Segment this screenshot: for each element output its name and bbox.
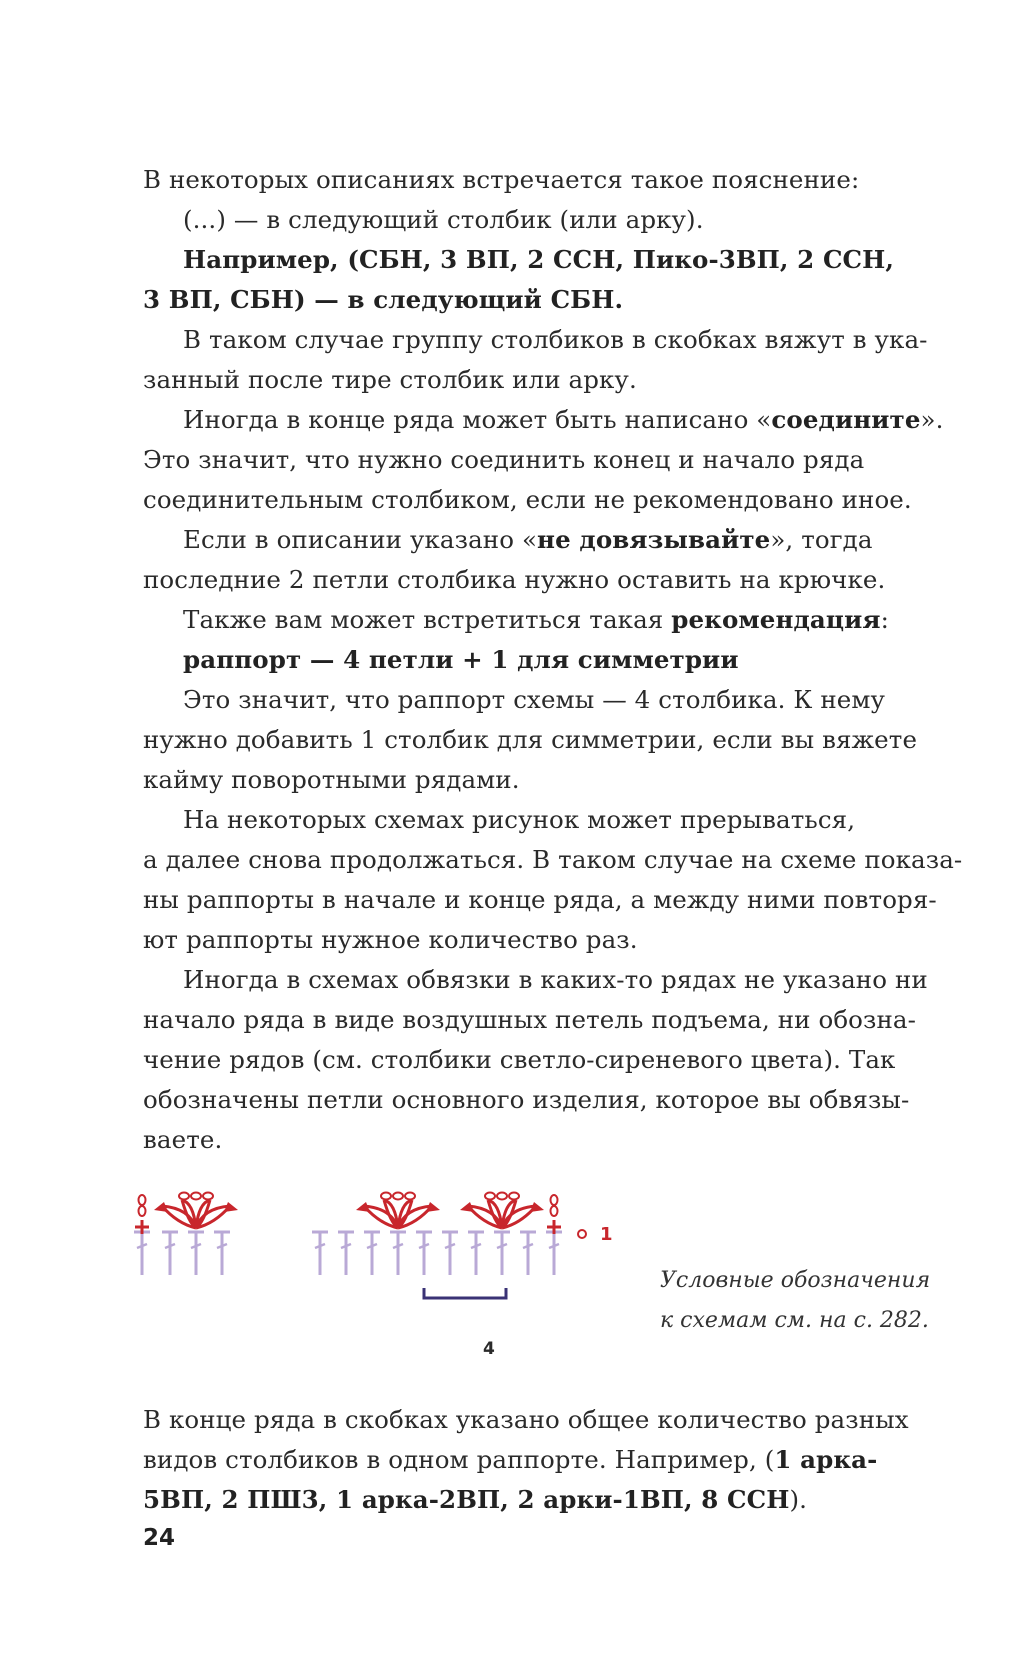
text-run: ваете. — [143, 1125, 223, 1154]
text-line — [143, 165, 859, 195]
text-line — [183, 965, 928, 995]
text-line — [183, 245, 894, 275]
base-stitch — [494, 1232, 510, 1275]
repeat-label: 4 — [483, 1339, 495, 1359]
base-stitch — [546, 1232, 562, 1275]
text-run: Иногда в схемах обвязки в каких-то рядах не указано ни — [183, 965, 928, 994]
text-line — [183, 205, 704, 235]
text-line — [183, 525, 873, 555]
row-number: 1 — [600, 1224, 613, 1245]
text-line — [143, 1405, 909, 1435]
base-stitch — [390, 1232, 406, 1275]
text-line — [183, 645, 739, 675]
text-run: кайму поворотными рядами. — [143, 765, 520, 794]
text-line — [143, 1005, 916, 1035]
text-line — [183, 805, 855, 835]
crochet-scheme — [130, 1180, 630, 1370]
bold-text: рекомендация — [671, 605, 881, 634]
turning-chain — [547, 1195, 561, 1234]
text-line — [183, 605, 889, 635]
shell-motif — [154, 1193, 238, 1229]
text-run: В таком случае группу столбиков в скобках вяжут в ука- — [183, 325, 928, 354]
figure-caption-line-2: к схемам см. на с. 282. — [660, 1308, 929, 1333]
text-line — [143, 1445, 877, 1475]
text-line — [143, 485, 912, 515]
bold-text: 5ВП, 2 ПШ3, 1 арка-2ВП, 2 арки-1ВП, 8 ССН — [143, 1485, 790, 1514]
text-run: последние 2 петли столбика нужно оставить на крючке. — [143, 565, 886, 594]
text-line — [143, 765, 520, 795]
text-run: », тогда — [770, 525, 873, 554]
base-stitch — [134, 1232, 150, 1275]
text-run: Это значит, что нужно соединить конец и начало ряда — [143, 445, 865, 474]
text-run: ». — [920, 405, 944, 434]
text-run: В некоторых описаниях встречается такое пояснение: — [143, 165, 860, 194]
text-line — [143, 1045, 895, 1075]
text-run: : — [880, 605, 889, 634]
text-line — [143, 845, 962, 875]
text-line — [143, 285, 623, 315]
bold-text: раппорт — 4 петли + 1 для симметрии — [183, 645, 739, 674]
text-line — [183, 685, 885, 715]
base-stitch — [188, 1232, 204, 1275]
base-stitch — [442, 1232, 458, 1275]
text-line — [143, 1125, 222, 1155]
slip-stitch — [578, 1230, 586, 1238]
text-run: Иногда в конце ряда может быть написано « — [183, 405, 772, 434]
base-stitch — [162, 1232, 178, 1275]
text-run: (...) — в следующий столбик (или арку). — [183, 205, 704, 234]
text-run: Также вам может встретиться такая — [183, 605, 672, 634]
text-line — [143, 925, 638, 955]
base-stitch-row — [134, 1232, 562, 1275]
base-stitch — [468, 1232, 484, 1275]
text-run: видов столбиков в одном раппорте. Например, ( — [143, 1445, 775, 1474]
text-run: Если в описании указано « — [183, 525, 538, 554]
shell-motifs — [154, 1193, 544, 1229]
bold-text: соедините — [771, 405, 921, 434]
text-run: На некоторых схемах рисунок может прерываться, — [183, 805, 856, 834]
text-line — [143, 1485, 807, 1515]
text-run: Это значит, что раппорт схемы — 4 столбика. К нему — [183, 685, 886, 714]
base-stitch — [364, 1232, 380, 1275]
figure-caption-line-1: Условные обозначения — [660, 1268, 931, 1293]
base-stitch — [520, 1232, 536, 1275]
text-run: ют раппорты нужное количество раз. — [143, 925, 638, 954]
text-line — [183, 405, 944, 435]
text-run: ны раппорты в начале и конце ряда, а между ними повторя- — [143, 885, 937, 914]
base-stitch — [338, 1232, 354, 1275]
text-run: обозначены петли основного изделия, которое вы обвязы- — [143, 1085, 910, 1114]
text-run: чение рядов (см. столбики светло-сиреневого цвета). Так — [143, 1045, 896, 1074]
shell-motif — [356, 1193, 440, 1229]
text-run: начало ряда в виде воздушных петель подъема, ни обозна- — [143, 1005, 916, 1034]
bold-text: 3 ВП, СБН) — в следующий СБН. — [143, 285, 624, 314]
text-run: соединительным столбиком, если не рекомендовано иное. — [143, 485, 912, 514]
shell-motif — [460, 1193, 544, 1229]
text-line — [143, 885, 937, 915]
bold-text: Например, (СБН, 3 ВП, 2 ССН, Пико-3ВП, 2 ССН, — [183, 245, 895, 274]
text-line — [183, 325, 928, 355]
text-run: нужно добавить 1 столбик для симметрии, если вы вяжете — [143, 725, 918, 754]
text-run: ). — [789, 1485, 808, 1514]
text-line — [143, 1085, 909, 1115]
base-stitch — [416, 1232, 432, 1275]
bold-text: не довязывайте — [537, 525, 771, 554]
bold-text: 1 арка- — [774, 1445, 878, 1474]
repeat-bracket — [424, 1288, 506, 1298]
text-run: занный после тире столбик или арку. — [143, 365, 637, 394]
base-stitch — [214, 1232, 230, 1275]
text-run: а далее снова продолжаться. В таком случае на схеме показа- — [143, 845, 963, 874]
text-line — [143, 565, 885, 595]
base-stitch — [312, 1232, 328, 1275]
text-line — [143, 445, 864, 475]
text-run: В конце ряда в скобках указано общее количество разных — [143, 1405, 909, 1434]
text-line — [143, 725, 917, 755]
page-number: 24 — [143, 1525, 176, 1551]
repeat-bracket-line — [424, 1288, 506, 1298]
text-line — [143, 365, 637, 395]
turning-chain — [135, 1195, 149, 1234]
